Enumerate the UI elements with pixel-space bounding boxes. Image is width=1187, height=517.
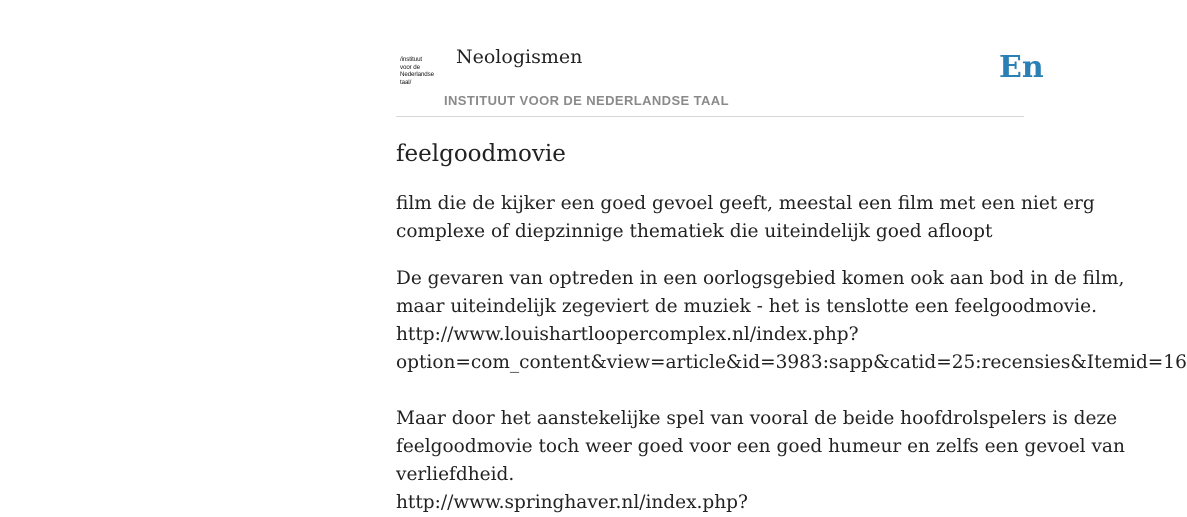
citation-source-line: http://www.springhaver.nl/index.php? — [396, 492, 748, 513]
entry-content — [396, 138, 1187, 513]
headword: feelgoodmovie — [396, 141, 566, 167]
citation-text-line: verliefdheid. — [396, 464, 515, 485]
citation-text-line: De gevaren van optreden in een oorlogsgebied komen ook aan bod in de film, — [396, 268, 1125, 289]
definition-line: film die de kijker een goed gevoel geeft, meestal een film met een niet erg — [396, 193, 1095, 214]
logo-line: taal/ — [400, 78, 412, 86]
language-switch-link[interactable]: En — [999, 50, 1044, 85]
logo-line: voor de — [400, 63, 420, 71]
citation-text-line: feelgoodmovie toch weer goed voor een goed humeur en zelfs een gevoel van — [396, 436, 1125, 457]
citation-source-line: http://www.louishartloopercomplex.nl/index.php? — [396, 324, 859, 345]
site-header — [396, 0, 1044, 117]
ivdnt-logo[interactable] — [400, 56, 444, 90]
definition — [396, 190, 1095, 246]
citation-source-line: option=com_content&view=article&id=3983:sapp&catid=25:recensies&Itemid=16 — [396, 352, 1187, 373]
site-title-link[interactable]: Neologismen — [456, 46, 583, 68]
citation-1 — [396, 265, 1187, 377]
citation-text-line: Maar door het aanstekelijke spel van vooral de beide hoofdrolspelers is deze — [396, 408, 1118, 429]
logo-line: /instituut — [400, 56, 423, 63]
site-subtitle: INSTITUUT VOOR DE NEDERLANDSE TAAL — [444, 93, 729, 108]
definition-line: complexe of diepzinnige thematiek die uiteindelijk goed afloopt — [396, 221, 993, 242]
logo-line: Nederlandse — [400, 71, 434, 79]
citation-2 — [396, 405, 1125, 517]
citation-text-line: maar uiteindelijk zegeviert de muziek - het is tenslotte een feelgoodmovie. — [396, 296, 1097, 317]
